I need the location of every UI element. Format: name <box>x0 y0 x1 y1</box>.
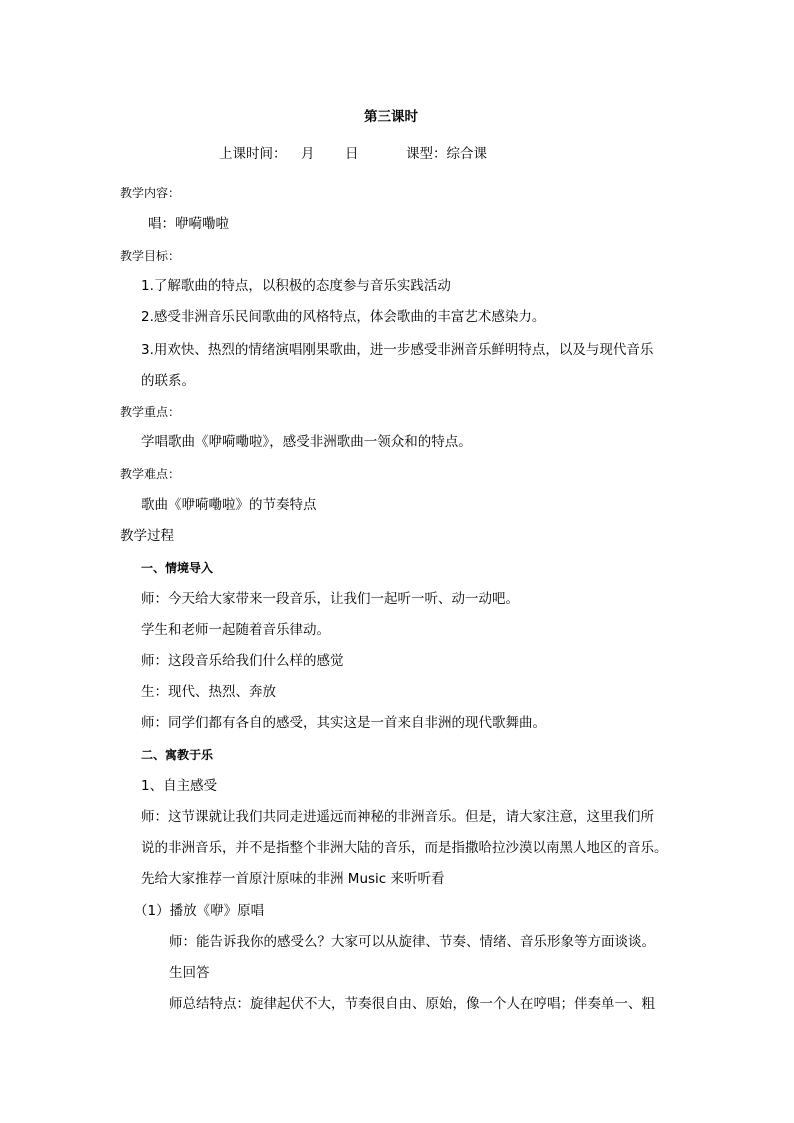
difficulty-text: 歌曲《咿嗬嘞啦》的节奏特点 <box>141 497 317 513</box>
key-points-text: 学唱歌曲《咿嗬嘞啦》，感受非洲歌曲一领众和的特点。 <box>141 434 472 450</box>
goal-3-line-1: 3.用欢快、热烈的情绪演唱刚果歌曲，进一步感受非洲音乐鲜明特点，以及与现代音乐 <box>141 342 654 358</box>
lesson-title: 第三课时 <box>364 109 418 125</box>
day-label: 日 <box>345 146 359 162</box>
paragraph-4: 生：现代、热烈、奔放 <box>141 684 276 700</box>
key-points-heading: 教学重点： <box>120 405 181 419</box>
list-item-1: （1）播放《咿》原唱 <box>134 903 265 919</box>
goal-1: 1.了解歌曲的特点，以积极的态度参与音乐实践活动 <box>141 278 451 294</box>
subsection-1: 1、自主感受 <box>141 778 218 794</box>
lesson-type: 课型：综合课 <box>406 146 487 162</box>
difficulty-heading: 教学难点： <box>120 467 181 481</box>
paragraph-1: 师：今天给大家带来一段音乐，让我们一起听一听、动一动吧。 <box>141 591 519 607</box>
paragraph-6-line-2: 说的非洲音乐，并不是指整个非洲大陆的音乐，而是指撒哈拉沙漠以南黑人地区的音乐。 <box>141 840 668 856</box>
paragraph-2: 学生和老师一起随着音乐律动。 <box>141 622 330 638</box>
content-item: 唱：咿嗬嘞啦 <box>148 216 229 232</box>
paragraph-6-line-3: 先给大家推荐一首原汁原味的非洲 Music 来听听看 <box>141 871 445 887</box>
goal-3-line-2: 的联系。 <box>141 373 195 389</box>
paragraph-5: 师：同学们都有各自的感受，其实这是一首来自非洲的现代歌舞曲。 <box>141 715 546 731</box>
section-1-heading: 一、情境导入 <box>141 561 214 575</box>
content-heading: 教学内容： <box>120 186 181 200</box>
paragraph-7: 师：能告诉我你的感受么？大家可以从旋律、节奏、情绪、音乐形象等方面谈谈。 <box>169 934 655 950</box>
section-2-heading: 二、寓教于乐 <box>141 748 214 762</box>
paragraph-6-line-1: 师：这节课就让我们共同走进遥远而神秘的非洲音乐。但是，请大家注意，这里我们所 <box>141 809 654 825</box>
month-label: 月 <box>301 146 315 162</box>
process-heading: 教学过程 <box>120 528 174 544</box>
paragraph-9: 师总结特点：旋律起伏不大，节奏很自由、原始，像一个人在哼唱；伴奏单一、粗 <box>169 996 655 1012</box>
goal-2: 2.感受非洲音乐民间歌曲的风格特点，体会歌曲的丰富艺术感染力。 <box>141 309 546 325</box>
paragraph-3: 师：这段音乐给我们什么样的感觉 <box>141 653 344 669</box>
class-time-label: 上课时间： <box>219 146 287 162</box>
goals-heading: 教学目标： <box>120 249 181 263</box>
paragraph-8: 生回答 <box>169 965 210 981</box>
